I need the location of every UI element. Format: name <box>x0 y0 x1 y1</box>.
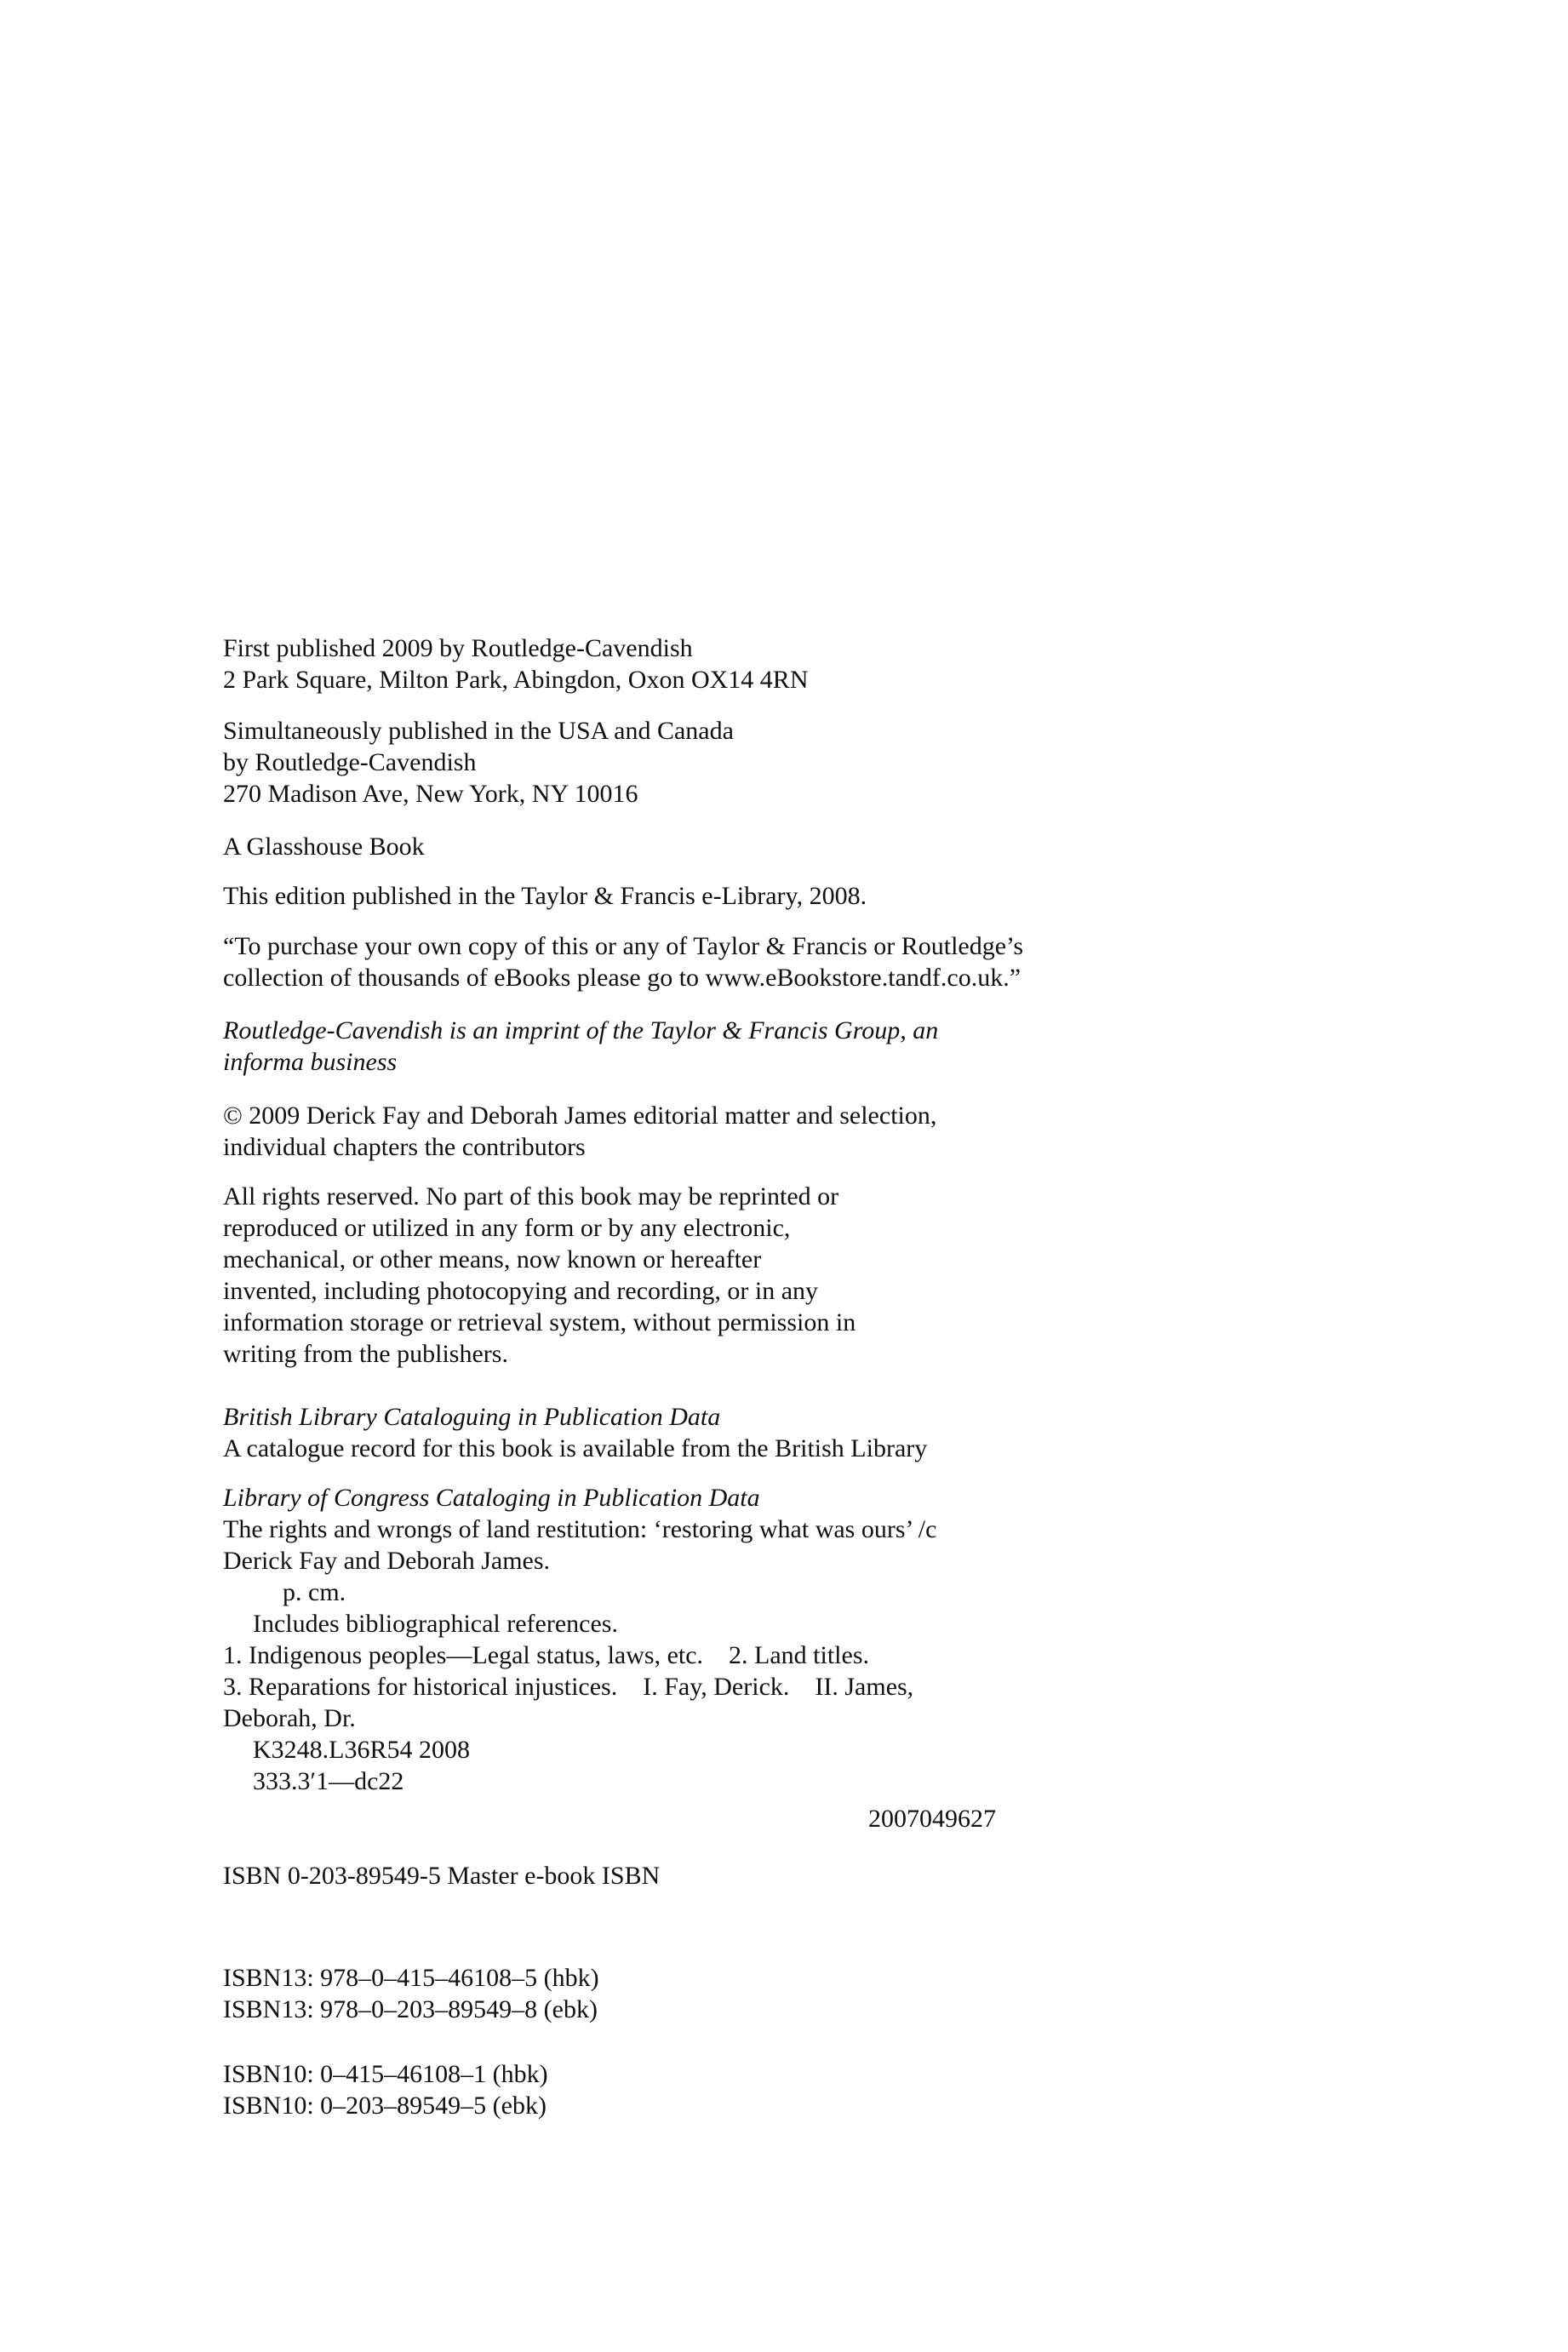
glasshouse-block <box>223 831 1159 862</box>
rights-line: All rights reserved. No part of this book may be reprinted or <box>223 1182 839 1210</box>
rights-line: invented, including photocopying and recording, or in any <box>223 1277 819 1305</box>
loc-title-line-2: Derick Fay and Deborah James. <box>223 1547 551 1575</box>
edition-block <box>223 880 1159 912</box>
copyright-line-2: individual chapters the contributors <box>223 1133 586 1161</box>
loc-block <box>223 1482 1159 1797</box>
british-library-text: A catalogue record for this book is available from the British Library <box>223 1434 928 1462</box>
copyright-line-1: © 2009 Derick Fay and Deborah James editorial matter and selection, <box>223 1102 937 1130</box>
edition-line: This edition published in the Taylor & Francis e-Library, 2008. <box>223 882 867 910</box>
imprint-line-2: informa business <box>223 1048 398 1076</box>
purchase-line-2: collection of thousands of eBooks please go to www.eBookstore.tandf.co.uk.” <box>223 964 1021 992</box>
isbn13-ebk: ISBN13: 978–0–203–89549–8 (ebk) <box>223 1995 598 2023</box>
loc-subjects-line-1: 1. Indigenous peoples—Legal status, laws, etc. 2. Land titles. <box>223 1641 870 1669</box>
master-isbn-line: ISBN 0-203-89549-5 Master e-book ISBN <box>223 1862 661 1890</box>
master-isbn-block <box>223 1860 1159 1891</box>
copyright-block <box>223 1100 1159 1163</box>
us-publication-block <box>223 715 1159 810</box>
us-publication-line: Simultaneously published in the USA and Canada <box>223 717 734 745</box>
isbn13-hbk: ISBN13: 978–0–415–46108–5 (hbk) <box>223 1964 599 1992</box>
isbn10-hbk: ISBN10: 0–415–46108–1 (hbk) <box>223 2060 548 2088</box>
imprint-block <box>223 1015 1159 1078</box>
glasshouse-line: A Glasshouse Book <box>223 833 425 861</box>
loc-subjects-line-3: Deborah, Dr. <box>223 1704 356 1732</box>
rights-line: writing from the publishers. <box>223 1340 508 1368</box>
rights-line: reproduced or utilized in any form or by any electronic, <box>223 1214 791 1242</box>
first-published-block <box>223 632 1159 695</box>
us-address-line: 270 Madison Ave, New York, NY 10016 <box>223 780 638 808</box>
loc-dewey: 333.3′1—dc22 <box>253 1767 404 1795</box>
imprint-line-1: Routledge-Cavendish is an imprint of the Taylor & Francis Group, an <box>223 1016 939 1044</box>
rights-line: mechanical, or other means, now known or hereafter <box>223 1245 762 1273</box>
loc-heading: Library of Congress Cataloging in Publication Data <box>223 1484 760 1512</box>
loc-pcm: p. cm. <box>283 1578 346 1606</box>
us-publisher-line: by Routledge-Cavendish <box>223 748 477 776</box>
isbn13-block <box>223 1962 1159 2025</box>
british-library-block <box>223 1401 1159 1464</box>
loc-title-line-1: The rights and wrongs of land restitution: ‘restoring what was ours’ /c <box>223 1515 937 1543</box>
publisher-address-line: 2 Park Square, Milton Park, Abingdon, Oxon OX14 4RN <box>223 666 809 694</box>
isbn10-block <box>223 2058 1159 2121</box>
loc-includes: Includes bibliographical references. <box>253 1610 618 1638</box>
rights-block <box>223 1181 1159 1370</box>
isbn10-ebk: ISBN10: 0–203–89549–5 (ebk) <box>223 2092 547 2120</box>
rights-line: information storage or retrieval system, without permission in <box>223 1308 856 1336</box>
loc-subjects-line-2: 3. Reparations for historical injustices. I. Fay, Derick. II. James, <box>223 1673 914 1701</box>
loc-call-number: K3248.L36R54 2008 <box>253 1736 470 1764</box>
purchase-line-1: “To purchase your own copy of this or any of Taylor & Francis or Routledge’s <box>223 932 1024 960</box>
purchase-block <box>223 930 1159 993</box>
british-library-heading: British Library Cataloguing in Publication Data <box>223 1403 721 1431</box>
loc-control-number: 2007049627 <box>868 1805 996 1833</box>
first-published-line: First published 2009 by Routledge-Cavendish <box>223 634 693 662</box>
